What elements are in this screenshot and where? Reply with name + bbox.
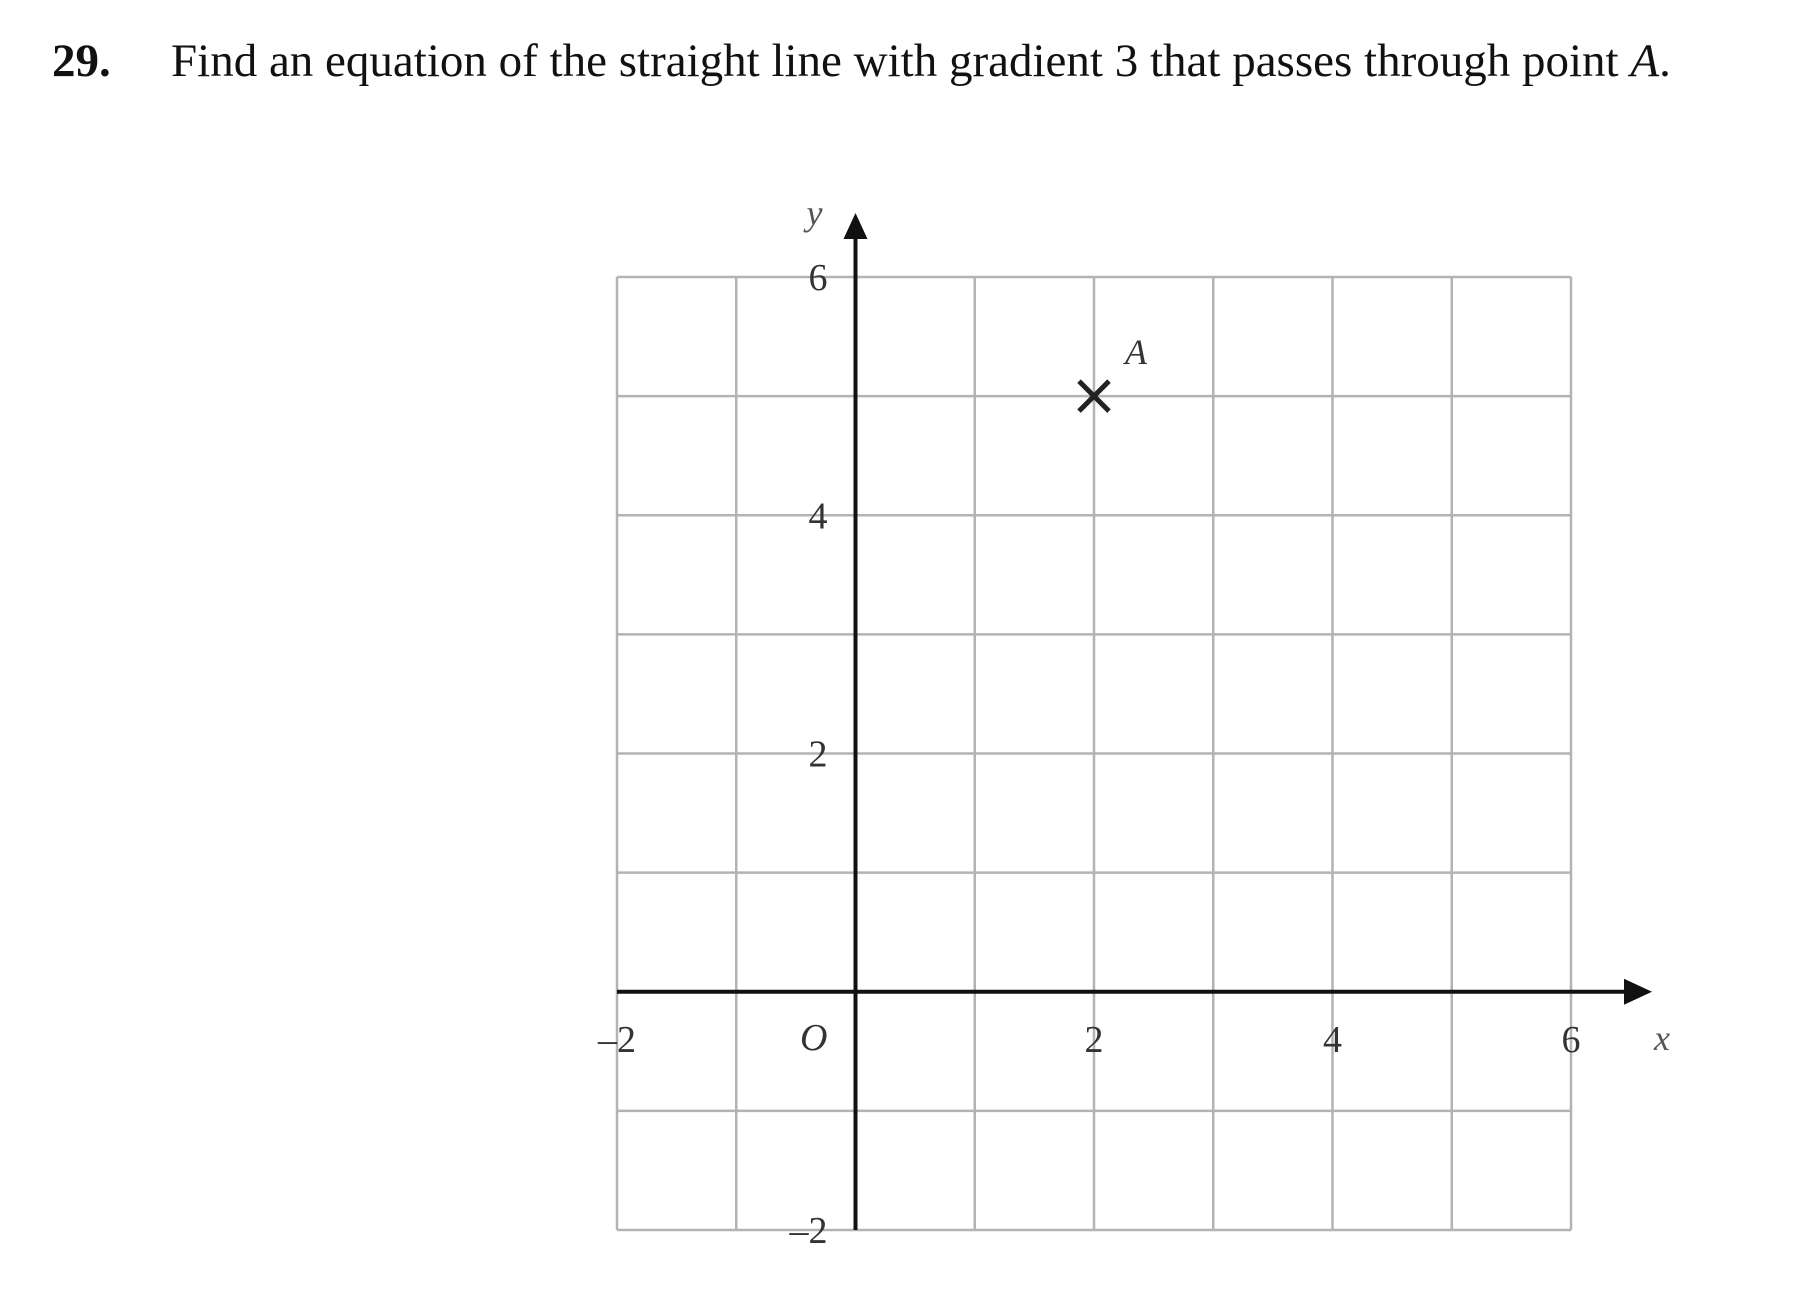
question-text-main: Find an equation of the straight line with gradient 3 that passes through point <box>171 35 1631 87</box>
x-axis-arrow <box>1624 979 1652 1005</box>
y-axis-arrow <box>844 213 868 239</box>
points-layer <box>1079 332 1148 411</box>
x-tick-label: –2 <box>598 1018 636 1061</box>
y-tick-label: 6 <box>808 257 828 299</box>
y-tick-label: –2 <box>789 1210 828 1252</box>
x-axis-label: x <box>1654 1017 1670 1058</box>
question-number: 29. <box>52 35 111 87</box>
x-tick-label: 4 <box>1323 1018 1342 1061</box>
origin-label: O <box>800 1016 828 1059</box>
x-tick-label: 2 <box>1084 1018 1104 1061</box>
y-tick-label: 2 <box>808 733 828 776</box>
grid-layer <box>617 277 1571 1230</box>
question-text-end: . <box>1659 35 1671 87</box>
y-tick-label: 4 <box>808 495 828 538</box>
question-point-name: A <box>1630 35 1660 87</box>
point-a-label: A <box>1125 332 1147 373</box>
y-axis-label: y <box>806 193 823 233</box>
x-tick-label: 6 <box>1561 1018 1581 1061</box>
